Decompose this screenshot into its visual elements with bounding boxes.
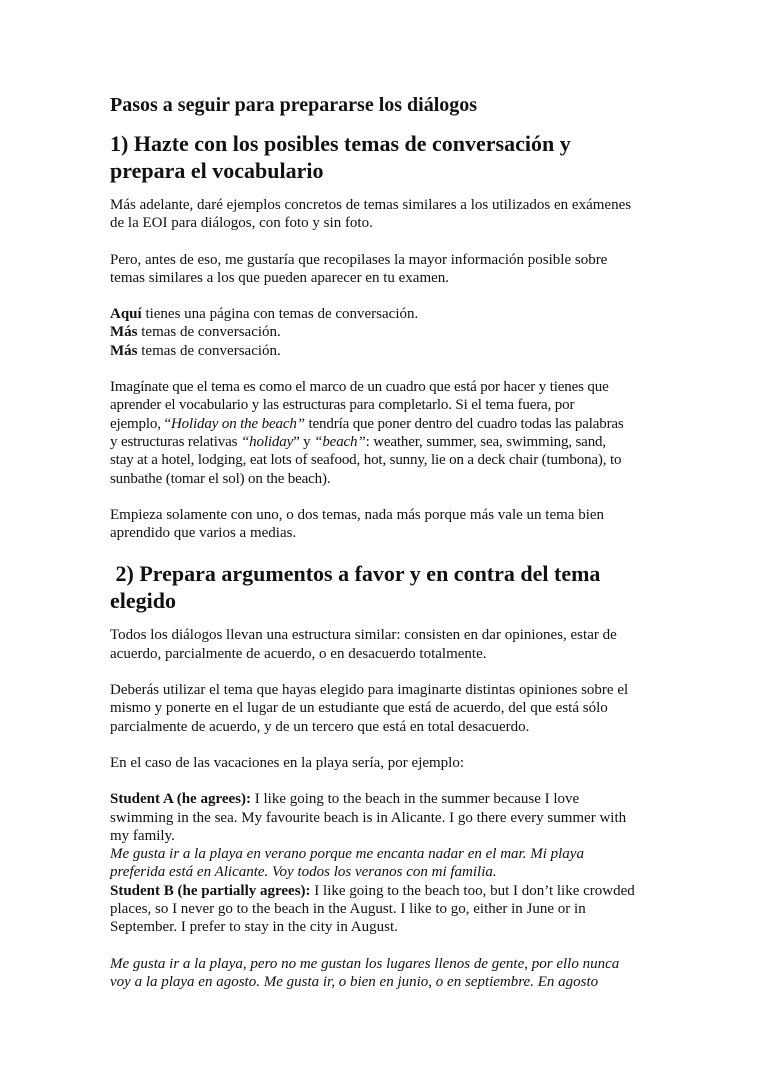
text-line: places, so I never go to the beach in the August. I like to go, either in June or in — [110, 901, 586, 918]
student-b-label: Student B (he partially agrees): — [110, 882, 311, 899]
topic-link-1[interactable] — [110, 306, 418, 322]
section-1-paragraph-1 — [110, 196, 670, 233]
italic-term: “beach” — [314, 433, 366, 450]
text-line: mismo y ponerte en el lugar de un estudiante que está de acuerdo, del que está sólo — [110, 700, 608, 717]
text-line: ejemplo, “ — [110, 415, 171, 432]
text-line: aprendido que varios a medias. — [110, 525, 297, 542]
section-2-heading-line2: elegido — [110, 588, 176, 614]
text-line: swimming in the sea. My favourite beach is in Alicante. I go there every summer with — [110, 809, 627, 826]
text-line: temas similares a los que pueden aparecer en tu examen. — [110, 269, 450, 286]
text-line: acuerdo, parcialmente de acuerdo, o en desacuerdo totalmente. — [110, 645, 487, 662]
link-label[interactable]: Más — [110, 342, 138, 359]
text-line: Empieza solamente con uno, o dos temas, nada más porque más vale un tema bien — [110, 506, 605, 523]
text-line: September. I prefer to stay in the city in August. — [110, 919, 398, 936]
section-1-heading-line2: prepara el vocabulario — [110, 158, 324, 183]
text-line: Deberás utilizar el tema que hayas elegido para imaginarte distintas opiniones sobre el — [110, 682, 629, 699]
italic-term: “holiday — [240, 433, 294, 450]
section-2-heading — [110, 560, 670, 614]
section-2-paragraph-3: En el caso de las vacaciones en la playa sería, por ejemplo: — [110, 754, 465, 771]
text-line: I like going to the beach in the summer because I love — [250, 791, 580, 808]
section-2-heading-line1: 2) Prepara argumentos a favor y en contra del tema — [110, 561, 601, 587]
text-line: my family. — [110, 827, 175, 844]
section-1-heading-line1: 1) Hazte con los posibles temas de conversación y — [110, 131, 571, 156]
link-text: tienes una página con temas de conversación. — [141, 306, 419, 323]
section-2-paragraph-1 — [110, 626, 670, 663]
topic-link-2[interactable] — [110, 324, 281, 340]
text-line: tendría que poner dentro del cuadro todas las palabras — [304, 415, 624, 432]
student-b-translation: voy a la playa en agosto. Me gusta ir, o bien en junio, o en septiembre. En agosto — [110, 973, 599, 990]
student-a-label: Student A (he agrees): — [110, 791, 251, 808]
link-text: temas de conversación. — [137, 342, 281, 359]
text-line: I like going to the beach too, but I don’t like crowded — [310, 882, 635, 899]
text-line: de la EOI para diálogos, con foto y sin foto. — [110, 215, 373, 232]
text-line: Más adelante, daré ejemplos concretos de temas similares a los utilizados en exámenes — [110, 197, 632, 213]
document-title: Pasos a seguir para prepararse los diálogos — [110, 94, 478, 116]
link-label[interactable]: Más — [110, 324, 138, 341]
document-page — [110, 82, 670, 991]
text-line: Todos los diálogos llevan una estructura similar: consisten en dar opiniones, estar de — [110, 627, 617, 644]
student-a-translation: Me gusta ir a la playa en verano porque me encanta nadar en el mar. Mi playa — [110, 846, 584, 863]
student-b-translation: Me gusta ir a la playa, pero no me gustan los lugares llenos de gente, por ello nunca — [110, 955, 620, 972]
text-line: stay at a hotel, lodging, eat lots of seafood, hot, sunny, lie on a deck chair (tumbona), to — [110, 452, 622, 469]
text-line: sunbathe (tomar el sol) on the beach). — [110, 470, 331, 487]
text-line: : weather, summer, sea, swimming, sand, — [365, 433, 606, 450]
text-line: aprender el vocabulario y las estructuras para completarlo. Si el tema fuera, por — [110, 397, 575, 414]
link-label[interactable]: Aquí — [110, 306, 142, 323]
topic-link-3[interactable] — [110, 343, 281, 359]
link-text: temas de conversación. — [137, 324, 281, 341]
student-b-translation-block — [110, 955, 670, 992]
text-line: ” y — [293, 433, 315, 450]
student-a-translation: preferida está en Alicante. Voy todos los veranos con mi familia. — [110, 864, 497, 881]
topic-links — [110, 305, 670, 360]
section-1-heading — [110, 130, 670, 184]
section-1-paragraph-3 — [110, 378, 670, 488]
student-a-block — [110, 790, 670, 936]
section-2-paragraph-2 — [110, 681, 670, 736]
text-line: Imagínate que el tema es como el marco de un cuadro que está por hacer y tienes que — [110, 379, 609, 396]
text-line: y estructuras relativas — [110, 433, 241, 450]
text-line: Pero, antes de eso, me gustaría que recopilases la mayor información posible sobre — [110, 251, 608, 268]
italic-term: Holiday on the beach” — [170, 415, 305, 432]
section-1-paragraph-4 — [110, 506, 670, 543]
section-1-paragraph-2 — [110, 251, 670, 288]
text-line: parcialmente de acuerdo, y de un tercero que está en total desacuerdo. — [110, 718, 530, 735]
